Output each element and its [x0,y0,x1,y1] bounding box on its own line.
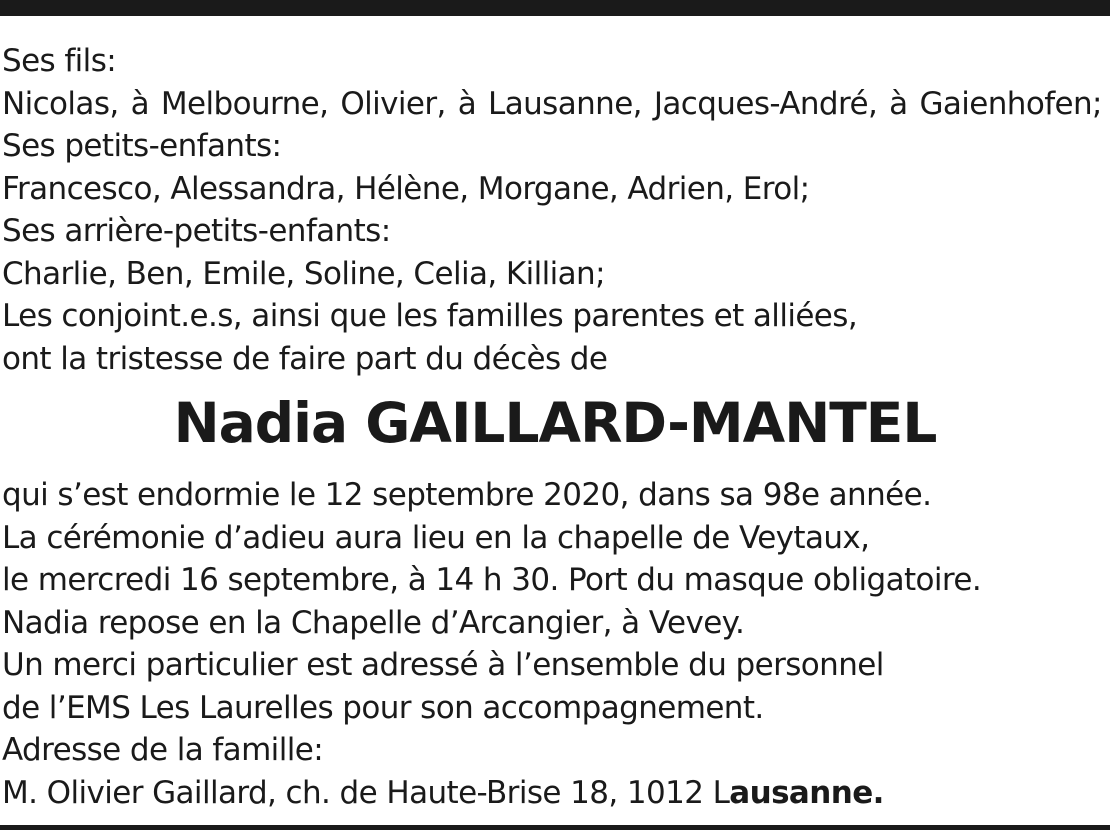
spouses-line: Les conjoint.e.s, ainsi que les familles parentes et alliées, [2,298,858,334]
passing-date-line: qui s’est endormie le 12 septembre 2020, dans sa 98e année. [2,477,932,513]
sons-word: Lausanne, [488,85,642,122]
sons-word: à [457,85,477,122]
great-grandchildren-heading: Ses arrière-petits-enfants: [2,213,391,249]
sons-word: Jacques-André, [653,85,878,122]
sons-word: à [889,85,908,122]
resting-place-line: Nadia repose en la Chapelle d’Arcangier, à Vevey. [2,604,745,641]
thanks-line: Un merci particulier est adressé à l’ensemble du personnel [2,647,884,683]
sons-word: Olivier, [340,85,446,122]
sons-word: à [130,85,149,122]
family-address-heading: Adresse de la famille: [2,732,324,768]
announcement-line: ont la tristesse de faire part du décès de [2,340,608,377]
deceased-name: Nadia GAILLARD-MANTEL [173,391,937,455]
family-section [2,40,1102,380]
family-address-text: M. Olivier Gaillard, ch. de Haute-Brise 18, 1012 L [2,774,730,811]
family-address-line [2,772,981,815]
sons-word: Melbourne, [160,85,329,122]
thanks-continued-line: de l’EMS Les Laurelles pour son accompagnement. [2,689,764,726]
grandchildren-list: Francesco, Alessandra, Hélène, Morgane, Adrien, Erol; [2,170,810,207]
great-grandchildren-list: Charlie, Ben, Emile, Soline, Celia, Killian; [2,255,605,292]
grandchildren-heading: Ses petits-enfants: [2,128,282,164]
sons-list [2,83,1102,126]
ceremony-location-line: La cérémonie d’adieu aura lieu en la chapelle de Veytaux, [2,519,870,556]
sons-word: Gaienhofen; [919,85,1102,122]
family-address-city-tail: ausanne. [729,774,884,811]
sons-heading: Ses fils: [2,43,117,79]
bottom-border-rule [0,825,1110,830]
sons-word: Nicolas, [2,85,119,122]
details-section [2,474,981,814]
top-border-rule [0,0,1110,16]
ceremony-time-line: le mercredi 16 septembre, à 14 h 30. Port du masque obligatoire. [2,562,982,598]
